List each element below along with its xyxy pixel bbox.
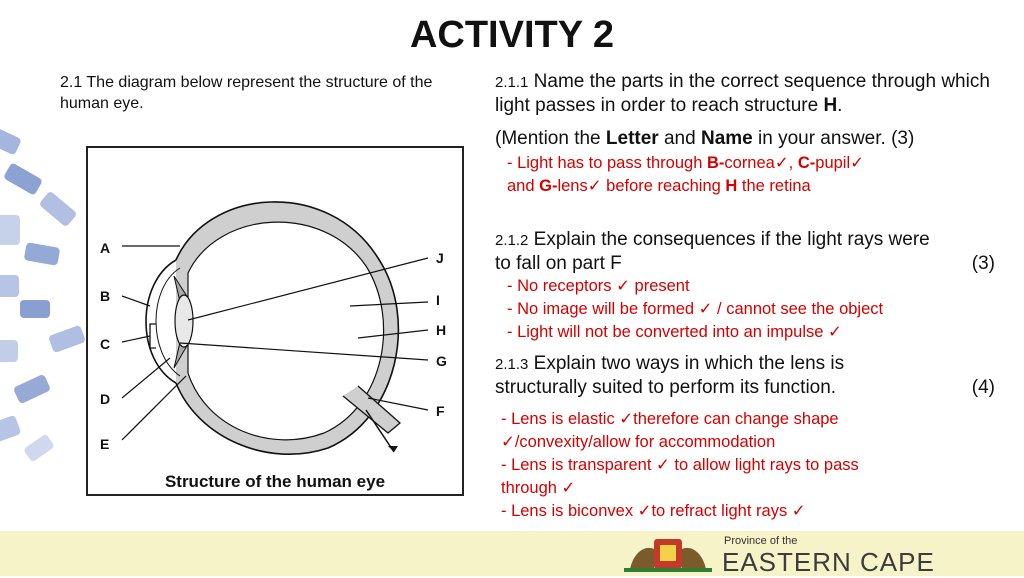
mention-a: (Mention the [495,128,606,149]
question-text-2: to fall on part F [495,253,622,274]
diagram-caption: Structure of the human eye [164,472,386,491]
label-e: E [100,436,110,452]
answer-item: - No image will be formed ✓ / cannot see the object [507,300,884,318]
label-g: G [436,353,447,369]
coat-of-arms-icon [624,535,712,573]
answer-2-1-3 [501,408,1001,523]
ans-text: - Light has to pass through [507,154,707,172]
label-a: A [100,240,111,256]
mention-name: Name [700,128,753,149]
ans-cornea: cornea✓, [724,154,798,172]
question-number: 2.1.3 [495,356,529,373]
question-text: Explain the consequences if the light rays were [533,229,930,250]
question-2-1-2 [495,228,995,275]
ans-retina: the retina [737,177,811,195]
eye-drawing [88,148,462,494]
marks: (3) [971,253,995,274]
label-b: B [100,288,111,304]
province-name: EASTERN CAPE [722,547,935,577]
answer-item: - Lens is transparent ✓ to allow light rays to pass [501,456,859,474]
mention-letter: Letter [605,128,659,149]
answer-2-1-1-line1 [507,152,1007,175]
marks: (4) [971,377,995,398]
label-h: H [436,322,447,338]
answer-2-1-1-line2 [507,175,1007,198]
ans-letter-b: B- [706,154,725,172]
answer-2-1-2 [507,275,1007,344]
province-label: Province of the [724,535,798,547]
ans-pupil: pupil✓ [815,154,864,172]
intro-text: 2.1 The diagram below represent the structure of the human eye. [60,74,433,112]
question-text: Explain two ways in which the lens is [533,353,845,374]
eye-diagram [86,146,464,496]
footer-banner [0,531,1024,576]
answer-item: - Light will not be converted into an impulse ✓ [507,323,842,341]
ans-lens: lens✓ before reaching [557,177,726,195]
label-j: J [436,250,444,266]
ans-and: and [507,177,540,195]
question-tail: . [837,95,843,116]
question-2-1-3 [495,352,995,399]
answer-item: - Lens is elastic ✓therefore can change shape [501,410,839,428]
answer-item: - No receptors ✓ present [507,277,690,295]
label-d: D [100,391,111,407]
question-2-1-1 [495,70,995,117]
question-text-2: structurally suited to perform its function. [495,377,837,398]
answer-item: through ✓ [501,479,576,497]
label-c: C [100,336,111,352]
question-text: Name the parts in the correct sequence through which light passes in order to reach structure [495,71,990,116]
label-i: I [436,292,440,308]
mention-c: and [658,128,701,149]
question-number: 2.1.2 [495,232,529,249]
mention-e: in your answer. (3) [752,128,915,149]
mention-instruction [495,127,995,150]
page-title: ACTIVITY 2 [409,14,615,56]
ans-letter-c: C- [797,154,816,172]
answer-item: - Lens is biconvex ✓to refract light rays ✓ [501,502,806,520]
label-f: F [436,403,445,419]
question-number: 2.1.1 [495,74,529,91]
ans-letter-h: H [725,177,738,195]
ans-letter-g: G- [539,177,558,195]
answer-item: ✓/convexity/allow for accommodation [501,433,776,451]
structure-h: H [823,95,838,116]
